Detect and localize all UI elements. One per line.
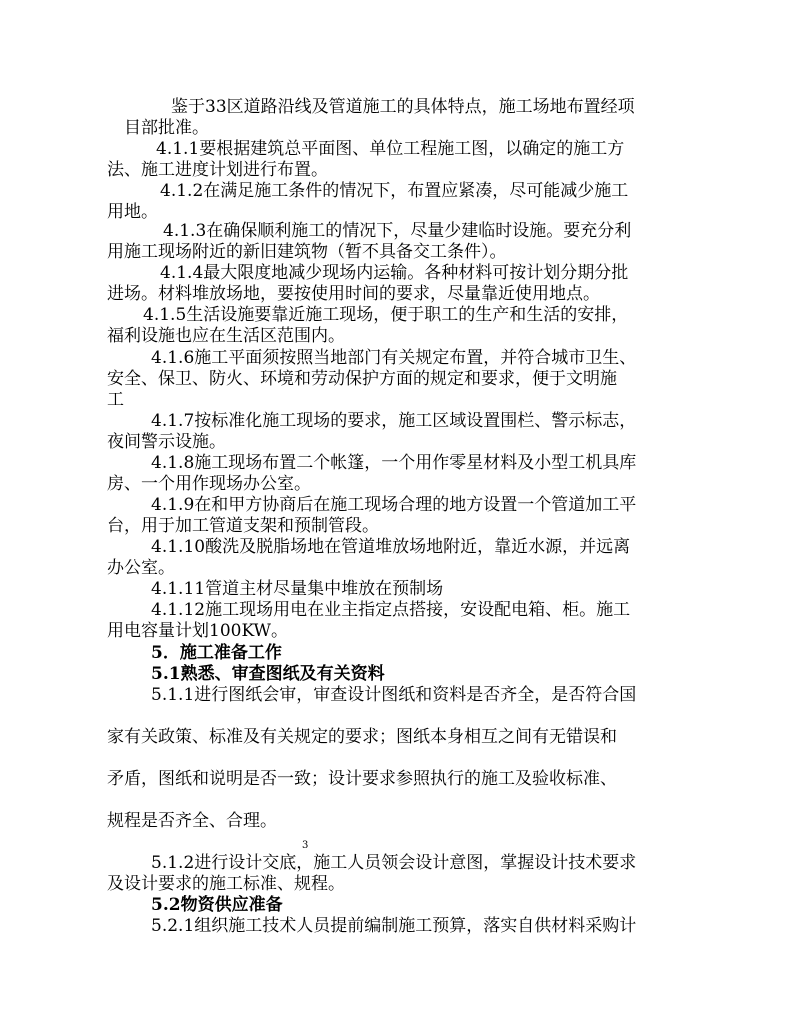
text-line: 4.1.1要根据建筑总平面图、单位工程施工图，以确定的施工方 — [156, 139, 625, 159]
text-line: 工 — [107, 390, 124, 410]
text-line: 4.1.4最大限度地减少现场内运输。各种材料可按计划分期分批 — [160, 263, 629, 283]
text-line: 4.1.2在满足施工条件的情况下，布置应紧凑，尽可能减少施工 — [160, 181, 629, 201]
text-line: 福利设施也应在生活区范围内。 — [107, 326, 345, 346]
text-line: 房、一个用作现场办公室。 — [107, 474, 311, 494]
text-line: 进场。材料堆放场地，要按使用时间的要求，尽量靠近使用地点。 — [107, 284, 600, 304]
text-line: 5.1.2进行设计交底，施工人员领会设计意图，掌握设计技术要求 — [151, 853, 637, 873]
page-number: 3 — [302, 840, 309, 851]
text-line: 鉴于33区道路沿线及管道施工的具体特点，施工场地布置经项 — [171, 97, 635, 117]
text-line: 4.1.5生活设施要靠近施工现场，便于职工的生产和生活的安排， — [143, 305, 629, 325]
section-heading: 5．施工准备工作 — [151, 643, 282, 663]
text-line: 4.1.12施工现场用电在业主指定点搭接，安设配电箱、柜。施工 — [151, 600, 631, 620]
text-line: 及设计要求的施工标准、规程。 — [107, 874, 345, 894]
text-line: 用施工现场附近的新旧建筑物（暂不具备交工条件）。 — [107, 242, 507, 262]
text-line: 4.1.8施工现场布置二个帐篷，一个用作零星材料及小型工机具库 — [151, 453, 637, 473]
section-heading: 5.1熟悉、审查图纸及有关资料 — [151, 664, 385, 684]
text-line: 安全、保卫、防火、环境和劳动保护方面的规定和要求，便于文明施 — [107, 369, 617, 389]
text-line: 台，用于加工管道支架和预制管段。 — [107, 516, 379, 536]
text-line: 4.1.3在确保顺利施工的情况下，尽量少建临时设施。要充分利 — [163, 221, 632, 241]
text-line: 4.1.11管道主材尽量集中堆放在预制场 — [151, 579, 444, 599]
section-heading: 5.2物资供应准备 — [151, 895, 283, 915]
text-line: 5.2.1组织施工技术人员提前编制施工预算，落实自供材料采购计 — [151, 916, 637, 936]
text-line: 矛盾，图纸和说明是否一致；设计要求参照执行的施工及验收标准、 — [107, 769, 617, 789]
text-line: 规程是否齐全、合理。 — [107, 811, 277, 831]
text-line: 4.1.7按标准化施工现场的要求，施工区域设置围栏、警示标志， — [151, 411, 637, 431]
text-line: 用电容量计划100KW。 — [107, 621, 289, 641]
text-line: 目部批准。 — [124, 118, 209, 138]
text-line: 4.1.10酸洗及脱脂场地在管道堆放场地附近，靠近水源，并远离 — [151, 537, 631, 557]
text-line: 4.1.6施工平面须按照当地部门有关规定布置，并符合城市卫生、 — [151, 348, 637, 368]
text-line: 办公室。 — [107, 558, 175, 578]
text-line: 家有关政策、标准及有关规定的要求；图纸本身相互之间有无错误和 — [107, 727, 617, 747]
text-line: 夜间警示设施。 — [107, 432, 226, 452]
text-line: 4.1.9在和甲方协商后在施工现场合理的地方设置一个管道加工平 — [151, 495, 637, 515]
text-line: 法、施工进度计划进行布置。 — [107, 160, 328, 180]
text-line: 用地。 — [107, 202, 158, 222]
text-line: 5.1.1进行图纸会审，审查设计图纸和资料是否齐全，是否符合国 — [151, 685, 637, 705]
